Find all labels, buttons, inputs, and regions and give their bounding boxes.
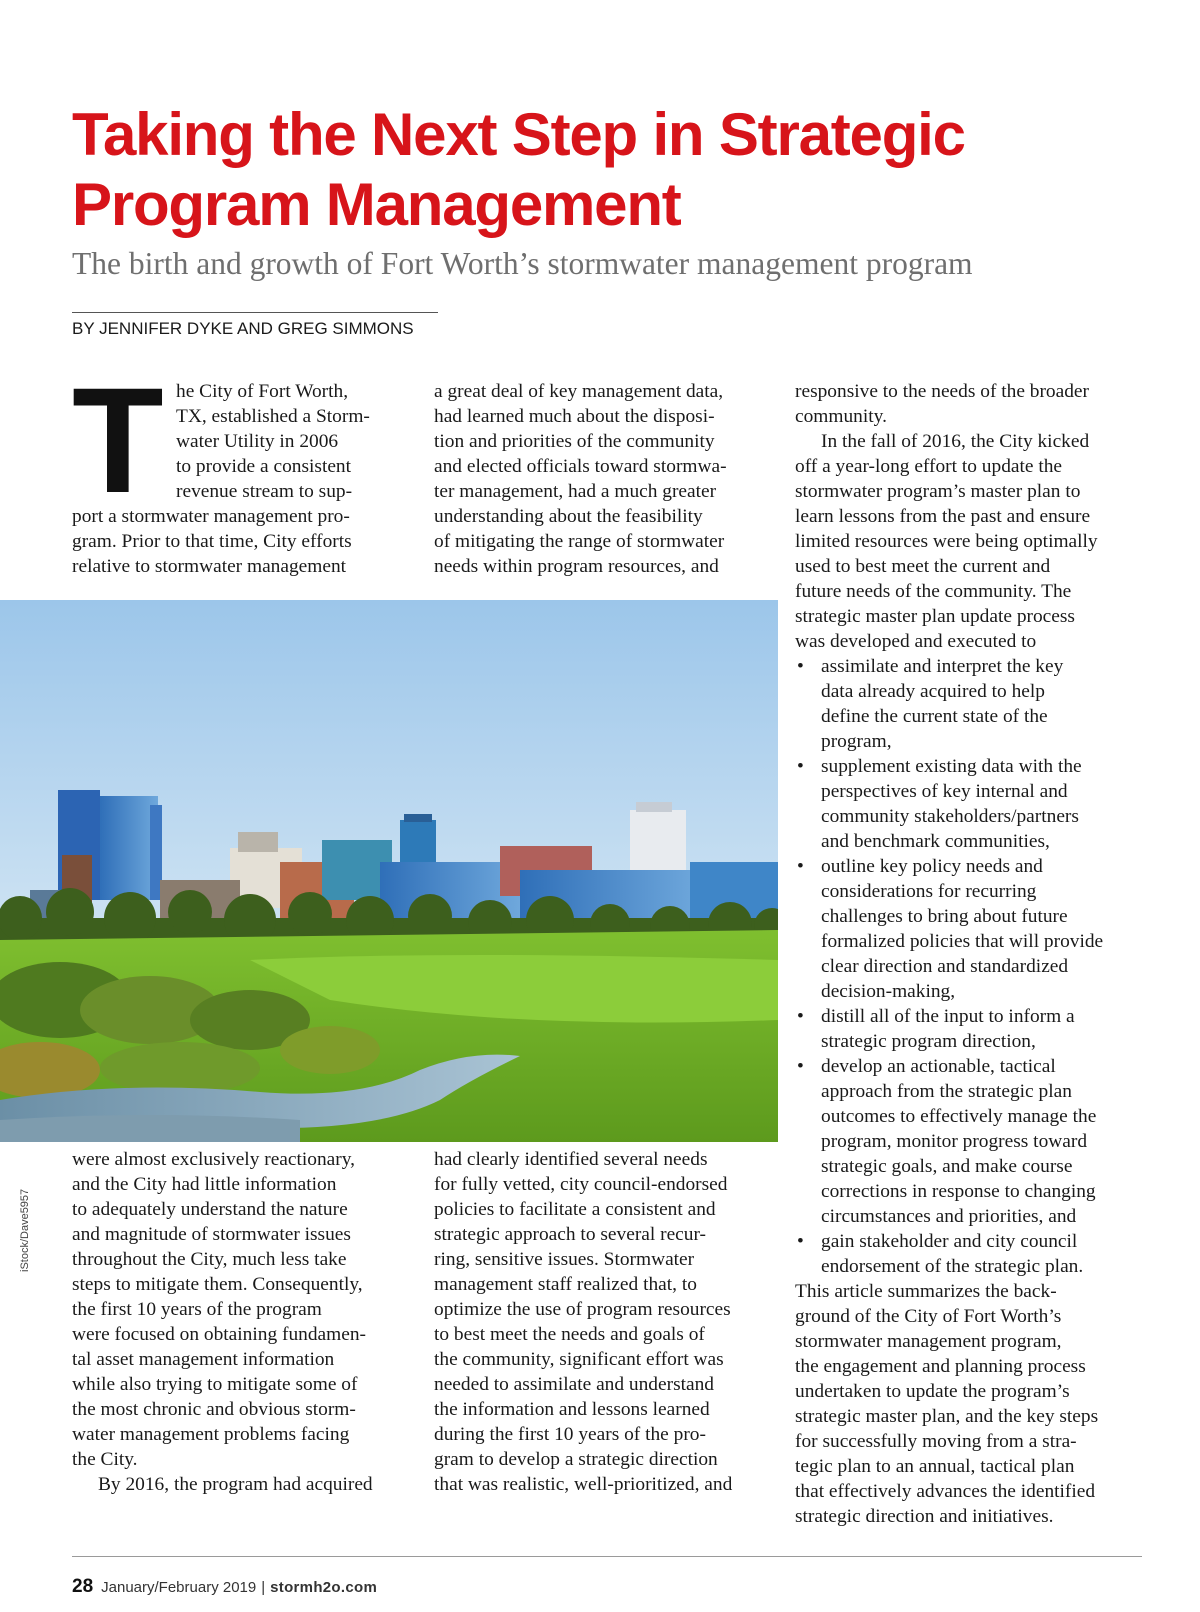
text-line: clear direction and standardized [821,956,1069,977]
text-line: outcomes to effectively manage the [821,1106,1097,1127]
page-number: 28 [72,1576,94,1597]
text-line: strategic goals, and make course [821,1156,1073,1177]
text-line: tal asset management information [72,1349,335,1370]
text-line: challenges to bring about future [821,906,1068,927]
bullet-icon: • [797,1006,804,1027]
text-line: port a stormwater management pro- [72,506,350,527]
text-line: to provide a consistent [176,456,352,477]
text-line: program, [821,731,892,752]
text-line: the engagement and planning process [795,1356,1086,1377]
byline-rule [72,312,438,313]
text-line: and benchmark communities, [821,831,1050,852]
text-line: tegic plan to an annual, tactical plan [795,1456,1075,1477]
text-line: revenue stream to sup- [176,481,353,502]
text-line: strategic master plan update process [795,606,1075,627]
bullet-item [795,1004,1133,1054]
text-line: steps to mitigate them. Consequently, [72,1274,363,1295]
text-line: strategic program direction, [821,1031,1036,1052]
text-line: the most chronic and obvious storm- [72,1399,356,1420]
text-line: By 2016, the program had acquired [98,1474,373,1495]
text-line: approach from the strategic plan [821,1081,1072,1102]
text-line: outline key policy needs and [821,856,1043,877]
text-line: data already acquired to help [821,681,1045,702]
text-line: future needs of the community. The [795,581,1072,602]
text-line: throughout the City, much less take [72,1249,347,1270]
text-line: strategic master plan, and the key steps [795,1406,1099,1427]
text-line: relative to stormwater management [72,556,347,577]
bullet-item [795,1054,1133,1229]
text-line: undertaken to update the program’s [795,1381,1070,1402]
text-line: to best meet the needs and goals of [434,1324,705,1345]
text-line: community. [795,406,887,427]
text-line: endorsement of the strategic plan. [821,1256,1084,1277]
bullet-icon: • [797,1056,804,1077]
text-line: understanding about the feasibility [434,506,703,527]
text-line: ter management, had a much greater [434,481,717,502]
column-1-top [72,356,396,579]
text-line: the information and lessons learned [434,1399,710,1420]
footer-rule [72,1556,1142,1557]
text-line: community stakeholders/partners [821,806,1079,827]
text-line: had clearly identified several needs [434,1149,708,1170]
text-line: develop an actionable, tactical [821,1056,1056,1077]
text-line: for successfully moving from a stra- [795,1431,1077,1452]
text-line: limited resources were being optimally [795,531,1098,552]
bullet-item [795,654,1133,754]
text-line: tion and priorities of the community [434,431,715,452]
text-line: the first 10 years of the program [72,1299,322,1320]
page-footer [72,1575,377,1599]
text-line: ring, sensitive issues. Stormwater [434,1249,695,1270]
article-title [72,100,1152,240]
text-line: that effectively advances the identified [795,1481,1096,1502]
column-2-top [434,379,760,579]
column-1-bottom [72,1147,410,1497]
bullet-icon: • [797,1231,804,1252]
text-line: that was realistic, well-prioritized, and [434,1474,733,1495]
text-line: and magnitude of stormwater issues [72,1224,351,1245]
bullet-icon: • [797,656,804,677]
bullet-item [795,754,1133,854]
text-line: decision-making, [821,981,956,1002]
text-line: stormwater management program, [795,1331,1062,1352]
bullet-icon: • [797,856,804,877]
text-line: the community, significant effort was [434,1349,724,1370]
bullet-item [795,854,1133,1004]
text-line: and elected officials toward stormwa- [434,456,727,477]
text-line: of mitigating the range of stormwater [434,531,725,552]
text-line: used to best meet the current and [795,556,1051,577]
text-line: for fully vetted, city council-endorsed [434,1174,728,1195]
text-line: ground of the City of Fort Worth’s [795,1306,1062,1327]
text-line: gram to develop a strategic direction [434,1449,718,1470]
text-line: were almost exclusively reactionary, [72,1149,356,1170]
text-line: corrections in response to changing [821,1181,1096,1202]
text-line: had learned much about the disposi- [434,406,715,427]
text-line: needed to assimilate and understand [434,1374,714,1395]
text-line: supplement existing data with the [821,756,1082,777]
text-line: a great deal of key management data, [434,381,724,402]
text-line: was developed and executed to [795,631,1037,652]
text-line: water Utility in 2006 [176,431,339,452]
text-line: stormwater program’s master plan to [795,481,1081,502]
text-line: while also trying to mitigate some of [72,1374,358,1395]
text-line: he City of Fort Worth, [176,381,349,402]
text-line: needs within program resources, and [434,556,719,577]
issue-date: January/February 2019 [101,1579,257,1596]
text-line: circumstances and priorities, and [821,1206,1077,1227]
text-line: off a year-long effort to update the [795,456,1063,477]
text-line: were focused on obtaining fundamen- [72,1324,366,1345]
photo-credit: iStock/Dave5957 [19,1188,31,1272]
drop-cap: T [72,356,164,524]
text-line: and the City had little information [72,1174,337,1195]
text-line: gain stakeholder and city council [821,1231,1078,1252]
article-title-line: Program Management [72,171,681,238]
article-title-line: Taking the Next Step in Strategic [72,101,965,168]
text-line: This article summarizes the back- [795,1281,1057,1302]
text-line: perspectives of key internal and [821,781,1068,802]
text-line: formalized policies that will provide [821,931,1104,952]
text-line: strategic direction and initiatives. [795,1506,1054,1527]
text-line: to adequately understand the nature [72,1199,348,1220]
text-line: water management problems facing [72,1424,350,1445]
text-line: strategic approach to several recur- [434,1224,707,1245]
skyline-photo [0,600,778,1142]
footer-separator: | [261,1579,266,1596]
text-line: policies to facilitate a consistent and [434,1199,716,1220]
article-subtitle: The birth and growth of Fort Worth’s stormwater management program [72,246,973,281]
text-line: management staff realized that, to [434,1274,697,1295]
bullet-icon: • [797,756,804,777]
byline: BY JENNIFER DYKE AND GREG SIMMONS [72,319,414,338]
text-line: assimilate and interpret the key [821,656,1064,677]
bullet-item [795,1229,1133,1279]
text-line: during the first 10 years of the pro- [434,1424,706,1445]
text-line: learn lessons from the past and ensure [795,506,1091,527]
text-line: the City. [72,1449,138,1470]
text-line: gram. Prior to that time, City efforts [72,531,352,552]
text-line: responsive to the needs of the broader [795,381,1089,402]
bullet-list [795,654,1133,1279]
site-url[interactable]: stormh2o.com [270,1579,378,1596]
text-line: program, monitor progress toward [821,1131,1088,1152]
column-3 [795,379,1133,1529]
text-line: In the fall of 2016, the City kicked [821,431,1090,452]
text-line: define the current state of the [821,706,1048,727]
text-line: optimize the use of program resources [434,1299,731,1320]
text-line: considerations for recurring [821,881,1037,902]
column-2-bottom [434,1147,776,1497]
text-line: distill all of the input to inform a [821,1006,1075,1027]
text-line: TX, established a Storm- [176,406,370,427]
